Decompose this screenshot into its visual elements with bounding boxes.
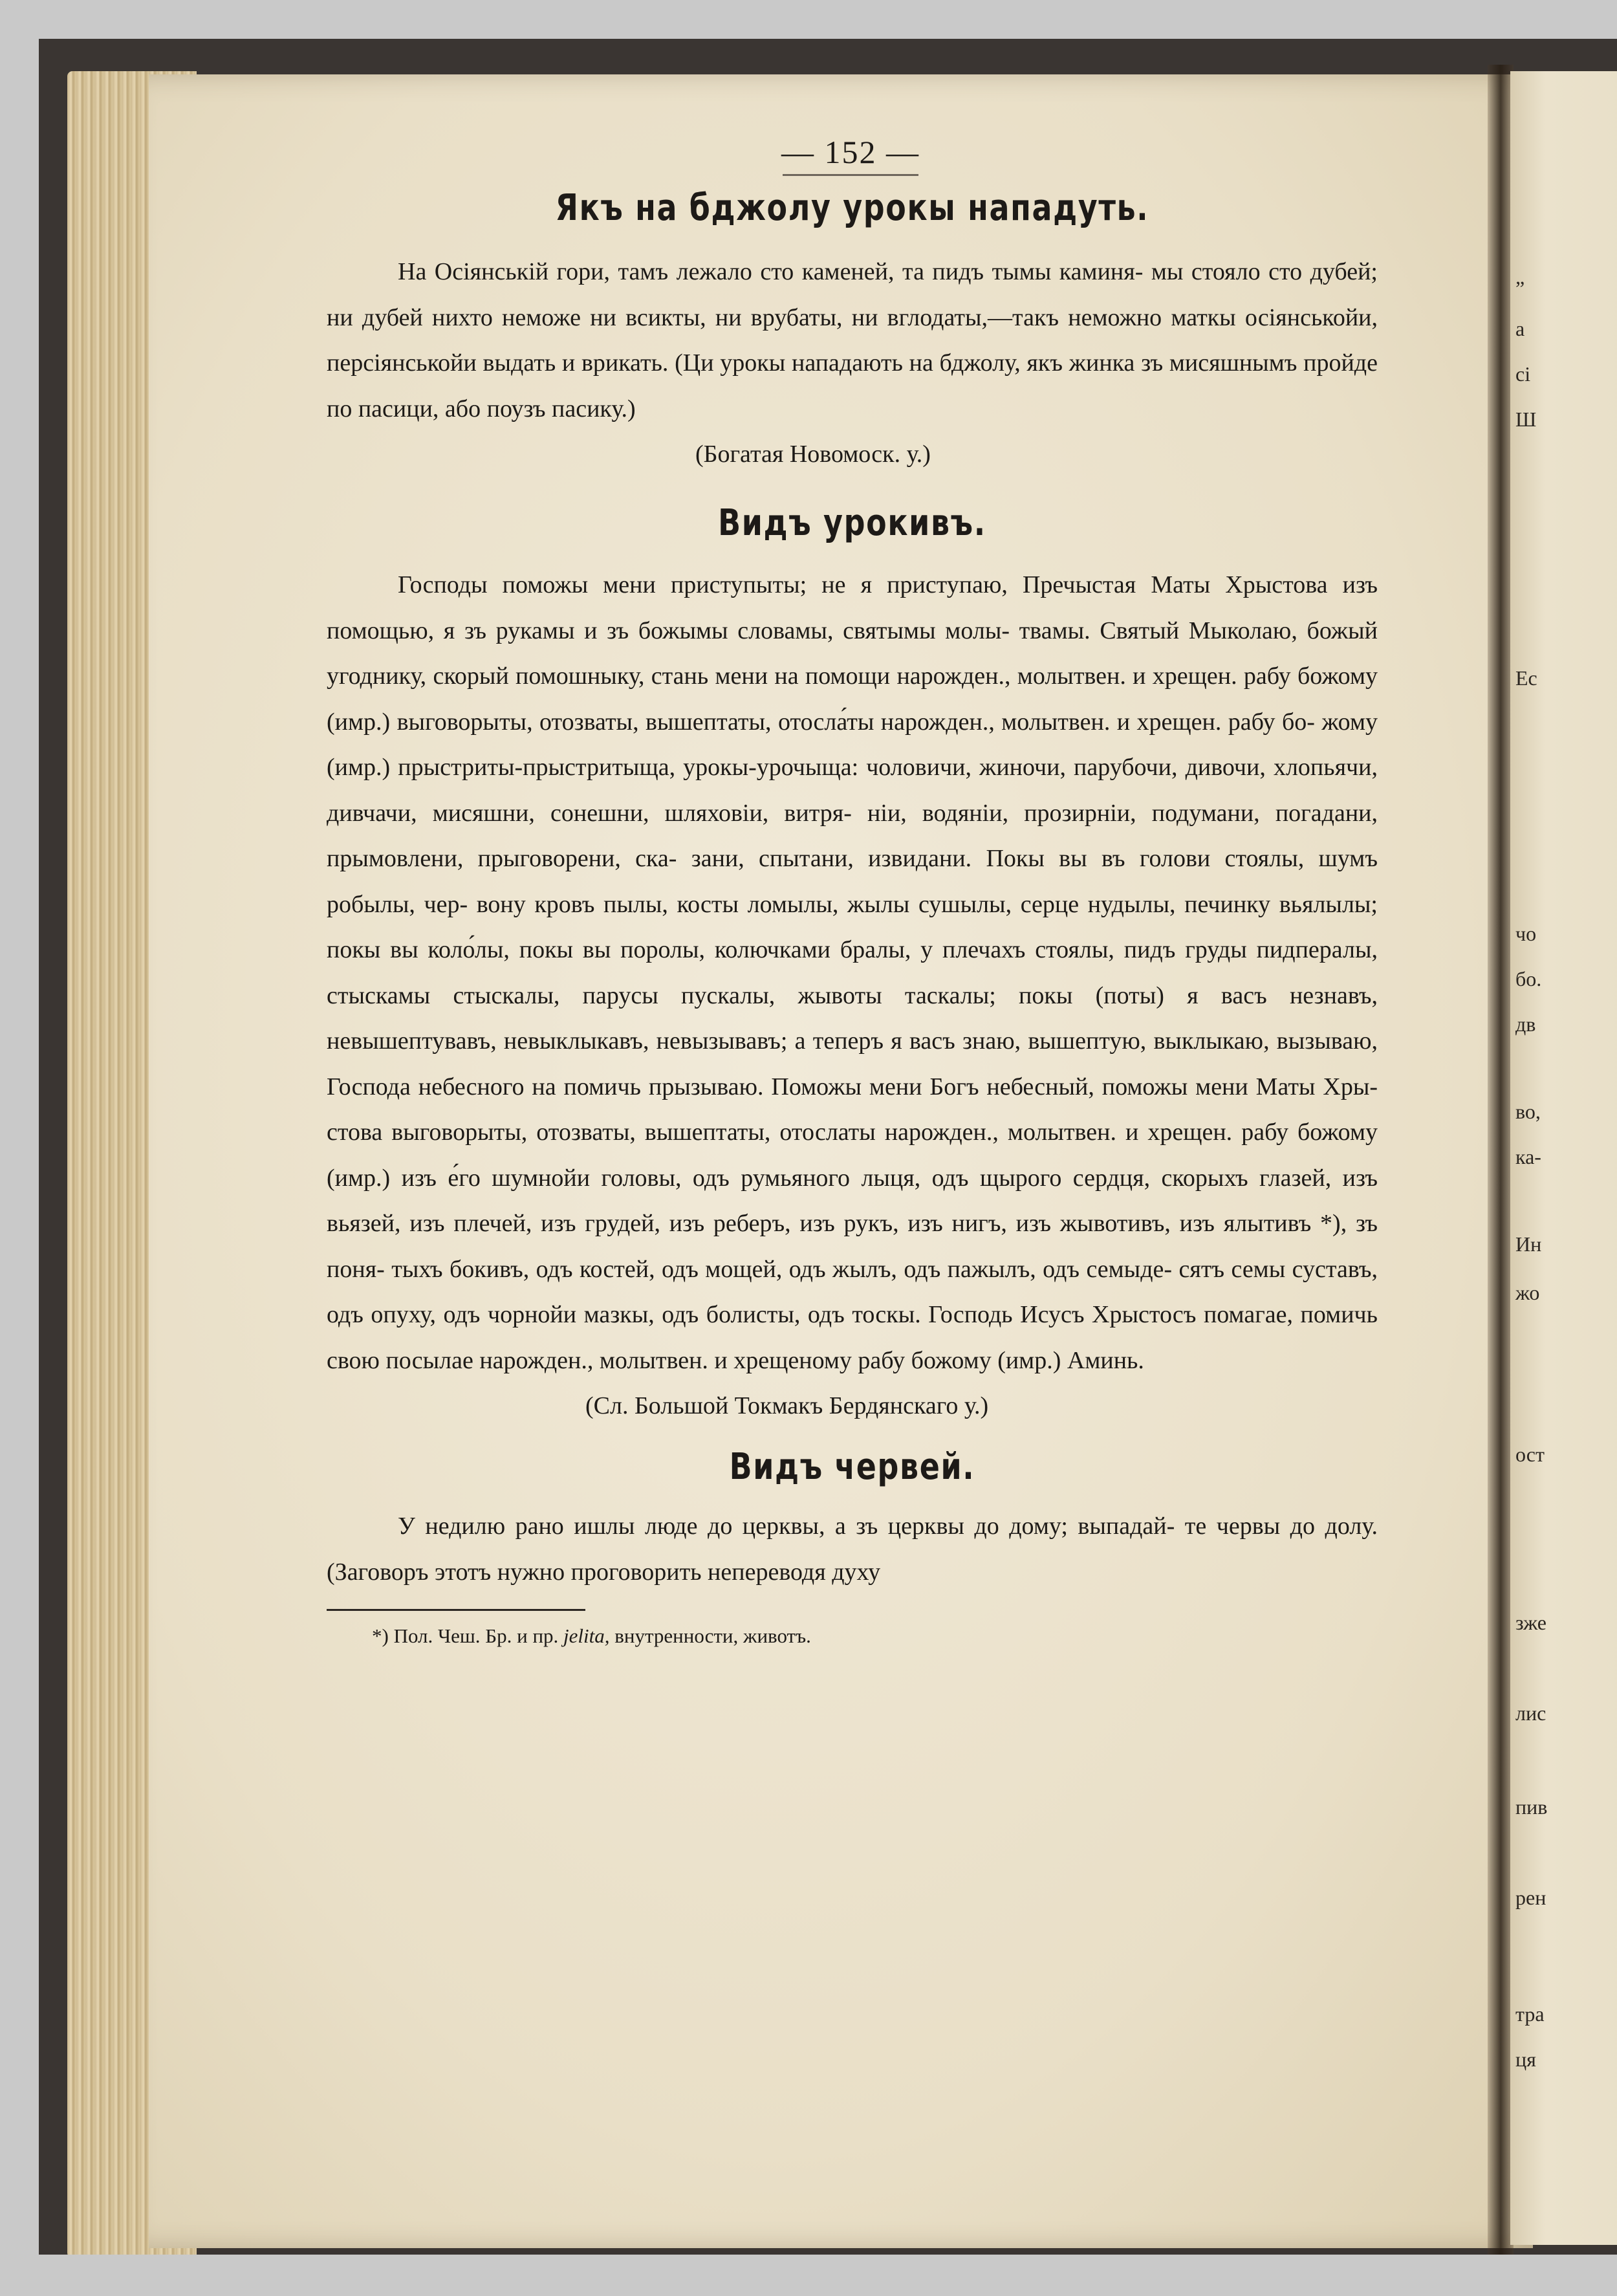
next-page-fragment: тра xyxy=(1515,2002,1545,2026)
next-page-fragment: жо xyxy=(1515,1281,1540,1304)
next-page-fragment: сі xyxy=(1515,362,1531,386)
next-page-edge xyxy=(1510,71,1617,2245)
next-page-fragment: во, xyxy=(1515,1100,1541,1123)
next-page-fragment: рен xyxy=(1515,1886,1546,1909)
next-page-fragment: ця xyxy=(1515,2048,1536,2071)
next-page-fragment: ка- xyxy=(1515,1145,1541,1168)
paragraph-uroky: Господы поможы мени приступыты; не я приступаю, Пречыстая Маты Хрыстова изъ помощью, я зъ рукамы и зъ божымы словамы, святымы молы- твамы. Святый Мыколаю, божый угоднику, скорый помошныку, стань мени на помощи нарожден., молытвен. и хрещен. рабу божому (имр.) выговорыты, отозваты, вышептаты, отосла́ты нарожден., молытвен. и хрещен. рабу бо- жому (имр.) прыстриты-прыстритыща, урокы-урочыща: чоловичи, жиночи, парубочи, дивочи, хлопьячи, дивчачи, мисяшни, сонешни, шляховіи, витря- ніи, водяніи, прозирніи, подумани, погадани, прымовлени, прыговорени, ска- зани, спытани, извидани. Покы вы въ голови стоялы, шумъ робылы, чер- вону кровъ пылы, косты ломылы, жылы сушылы, серце нудылы, печинку вьялылы; покы вы коло́лы, покы вы поролы, колючками бралы, у плечахъ стоялы, пидъ груды пидпералы, стыскамы стыскалы, парусы пускалы, жывоты таскалы; покы (поты) я васъ незнавъ, невышептувавъ, невыклыкавъ, невызывавъ; а теперъ я васъ знаю, вышептую, выклыкаю, вызываю, Господа небесного на помичь прызываю. Поможы мени Богъ небесный, поможы мени Маты Хры- стова выговорыты, отозваты, вышептаты, отослаты нарожден., молытвен. и хрещен. рабу божому (имр.) изъ е́го шумнойи головы, одъ румьяного лыця, одъ щырого сердця, скорыхъ глазей, изъ вьязей, изъ плечей, изъ грудей, изъ реберъ, изъ рукъ, изъ нигъ, изъ жывотивъ, изъ ялытивъ *), зъ поня- тыхъ бокивъ, одъ костей, одъ мощей, одъ жылъ, одъ пажылъ, одъ семыде- сятъ семы суставъ, одъ опуху, одъ чорнойи мазкы, одъ болисты, одъ тоскы. Господь Исусъ Хрыстосъ помагае, помичь свою посылае нарожден., молытвен. и хрещеному рабу божому (имр.) Аминь. xyxy=(327,571,1378,1374)
source-bees: (Богатая Новомоск. у.) xyxy=(695,441,931,468)
next-page-fragment: Ин xyxy=(1515,1232,1542,1256)
footnote xyxy=(372,1620,1378,1652)
source-uroky: (Сл. Большой Токмакъ Бердянскаго у.) xyxy=(585,1392,989,1419)
next-page-fragment: Ш xyxy=(1515,408,1537,431)
footnote-divider xyxy=(327,1609,585,1611)
next-page-fragment: а xyxy=(1515,317,1525,340)
paragraph-worms: У недилю рано ишлы люде до церквы, а зъ церквы до дому; выпадай- те червы до долу. (Заговоръ этотъ нужно проговорить непереводя духу xyxy=(327,1513,1378,1586)
page-number-underline xyxy=(783,174,918,176)
section-heading-uroky: Видъ урокивъ. xyxy=(718,502,986,544)
next-page-fragment: бо. xyxy=(1515,967,1542,990)
book-gutter xyxy=(1488,65,1514,2255)
footnote-italic-word: jelita, xyxy=(563,1624,610,1647)
next-page-fragment: ост xyxy=(1515,1443,1545,1466)
next-page-fragment: зже xyxy=(1515,1611,1546,1634)
footnote-text-before: Пол. Чеш. Бр. и пр. xyxy=(393,1624,559,1647)
next-page-fragment: чо xyxy=(1515,922,1537,945)
footnote-text-after: внутренности, животъ. xyxy=(614,1624,811,1647)
page-content xyxy=(327,126,1378,1652)
next-page-fragment: пив xyxy=(1515,1795,1548,1819)
page-number-text: — 152 — xyxy=(781,134,920,170)
section-heading-worms: Видъ червей. xyxy=(729,1446,975,1488)
footnote-mark: *) xyxy=(372,1624,389,1647)
paragraph-bees: На Осіянській гори, тамъ лежало сто каменей, та пидъ тымы каминя- мы стояло сто дубей; ни дубей нихто неможе ни всикты, ни врубаты, ни вглодаты,—такъ неможно маткы осіянськойи, персіянськойи выдать и врикать. (Ци урокы нападають на бджолу, якъ жинка зъ мисяшнымъ пройде по пасици, або поузъ пасику.) xyxy=(327,258,1378,422)
next-page-fragment: лис xyxy=(1515,1701,1546,1725)
next-page-fragment: „ xyxy=(1515,265,1525,289)
next-page-fragment: Ес xyxy=(1515,666,1537,690)
page-number xyxy=(398,126,1303,178)
section-heading-bees: Якъ на бджолу урокы нападуть. xyxy=(555,187,1149,229)
next-page-fragment: дв xyxy=(1515,1012,1536,1036)
